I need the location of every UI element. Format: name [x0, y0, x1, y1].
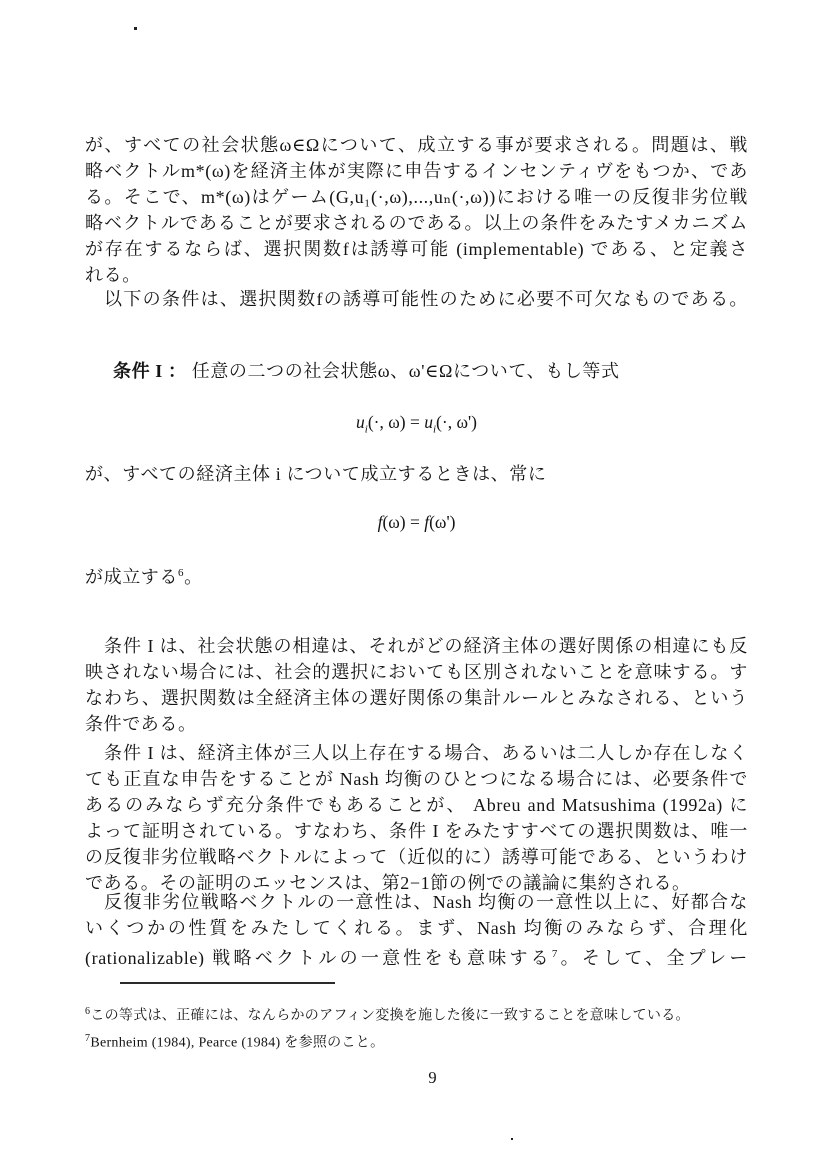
paragraph-4 — [85, 740, 748, 896]
paragraph-5 — [85, 889, 748, 967]
text-line: 条件 I は、社会状態の相違は、それがどの経済主体の選好関係の相違にも反 — [104, 636, 748, 656]
footnote-marker: 7 — [85, 1033, 91, 1044]
math-var: f — [424, 512, 430, 532]
footnote-line — [85, 999, 748, 1025]
page-number: 9 — [428, 1068, 437, 1087]
text-line: が、すべての社会状態ω∈Ωについて、成立する事が要求される。問題は、戦 — [85, 135, 748, 155]
equation-utility — [85, 410, 748, 442]
text-line: なわち、選択関数は全経済主体の選好関係の集計ルールとみなされる、という — [85, 688, 748, 708]
text-line: が存在するならば、選択関数fは誘導可能 (implementable) である、と定義さ — [85, 239, 748, 259]
text-line: 条件 I は、経済主体が三人以上存在する場合、あるいは二人しか存在しなく — [104, 743, 748, 763]
text-segment: が成立する — [85, 567, 178, 586]
math-text: (·, ω') — [436, 412, 477, 432]
after-equation-line — [85, 560, 748, 586]
text-line: 反復非劣位戦略ベクトルの一意性は、Nash 均衡の一意性以上に、好都合な — [104, 892, 748, 912]
text-segment: (rationalizable) 戦略ベクトルの一意性をも意味する — [85, 948, 552, 967]
text-line: である。その証明のエッセンスは、第2−1節の例での議論に集約される。 — [85, 873, 691, 893]
condition-label: 条件 I ： — [113, 361, 187, 381]
math-var: u — [424, 412, 433, 432]
footnote-6 — [85, 999, 748, 1025]
footnote-text: Bernheim (1984), Pearce (1984) を参照のこと。 — [90, 1035, 385, 1051]
math-var: f — [377, 512, 383, 532]
footnote-ref-6: 6 — [178, 567, 185, 579]
footnote-line — [85, 1026, 748, 1052]
paragraph-2 — [85, 286, 748, 312]
equation-choice-function — [85, 510, 748, 534]
math-var: u — [356, 412, 365, 432]
math-subscript: i — [364, 423, 368, 436]
text-line: れる。 — [85, 265, 141, 285]
text-line — [85, 941, 748, 967]
text-segment: 。そして、全プレー — [558, 948, 748, 967]
text-segment: 。 — [184, 567, 203, 586]
text-line: の反復非劣位戦略ベクトルによって（近似的に）誘導可能である、というわけ — [85, 847, 748, 867]
text-line: 条件である。 — [85, 714, 197, 734]
text-line: ても正直な申告をすることが Nash 均衡のひとつになる場合には、必要条件で — [85, 769, 748, 789]
footnote-7 — [85, 1026, 748, 1052]
footnote-marker: 6 — [85, 1006, 91, 1017]
between-equations-line — [85, 461, 748, 487]
text-line — [85, 560, 748, 586]
text-line: いくつかの性質をみたしてくれる。まず、Nash 均衡のみならず、合理化 — [85, 918, 748, 938]
math-text: (·, ω) = — [367, 412, 425, 432]
condition-statement: 任意の二つの社会状態ω、ω'∈Ωについて、もし等式 — [191, 361, 620, 381]
scan-speck-top — [134, 27, 137, 30]
footnote-separator-rule — [120, 982, 335, 984]
text-line: 略ベクトルm*(ω)を経済主体が実際に申告するインセンティヴをもつか、であ — [85, 161, 748, 181]
text-line: 映されない場合には、社会的選択においても区別されないことを意味する。す — [85, 662, 748, 682]
math-text: (ω') — [429, 512, 456, 532]
text-line: る。そこで、m*(ω)はゲーム(G,u₁(·,ω),...,uₙ(·,ω))における唯一の反復非劣位戦 — [85, 187, 748, 207]
paragraph-1 — [85, 132, 748, 288]
text-line: 略ベクトルであることが要求されるのである。以上の条件をみたすメカニズム — [85, 213, 748, 233]
math-subscript: i — [432, 423, 437, 436]
text-line: よって証明されている。すなわち、条件 I をみたすすべての選択関数は、唯一 — [85, 821, 748, 841]
scan-speck-bottom — [511, 1138, 513, 1140]
text-line: 以下の条件は、選択関数fの誘導可能性のために必要不可欠なものである。 — [104, 289, 748, 309]
condition-heading — [85, 358, 748, 384]
footnote-ref-7: 7 — [551, 948, 559, 960]
math-text: (ω) = — [382, 512, 425, 532]
text-line — [85, 358, 748, 384]
footnote-text: この等式は、正確には、なんらかのアフィン変換を施した後に一致することを意味している。 — [90, 1008, 690, 1024]
paragraph-3 — [85, 633, 748, 737]
text-line: あるのみならず充分条件でもあることが、 Abreu and Matsushima (1992a) に — [85, 795, 748, 815]
text-line: が、すべての経済主体 i について成立するときは、常に — [85, 464, 547, 484]
